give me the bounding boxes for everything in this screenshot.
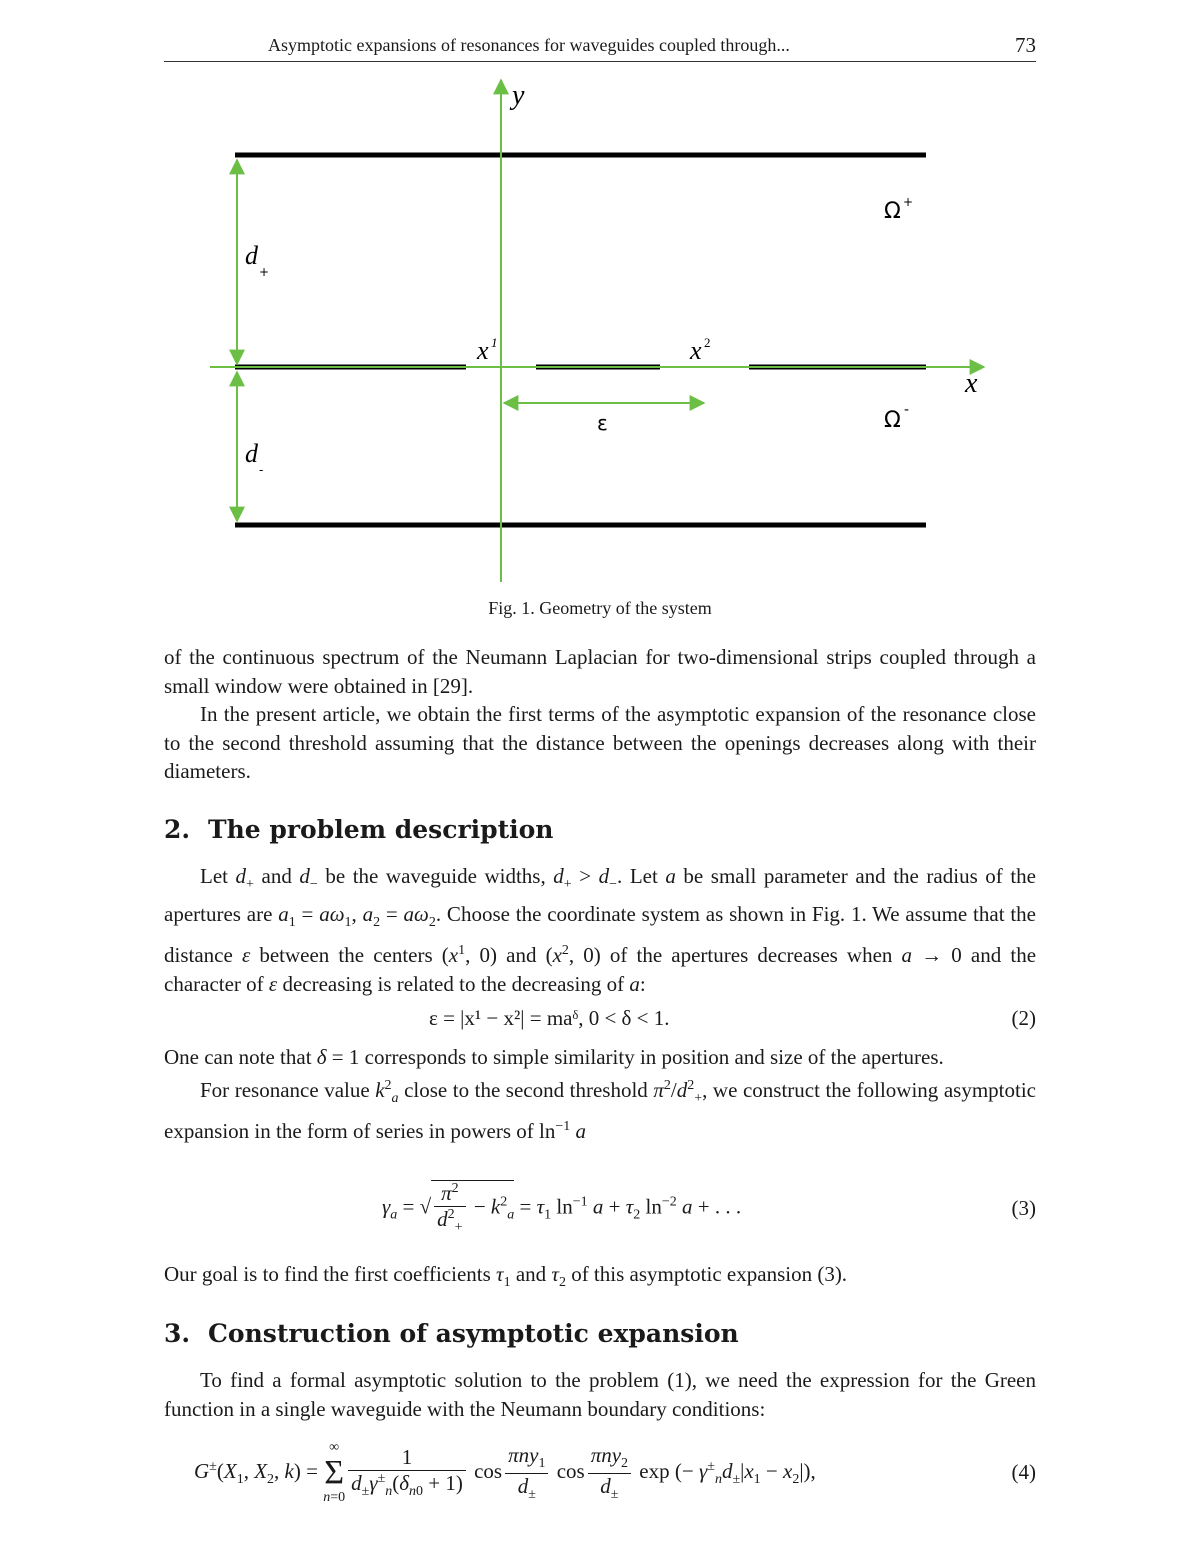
section-2-heading: 2. The problem description: [164, 815, 554, 844]
x1-label: x: [477, 336, 489, 365]
running-header: [164, 33, 1036, 62]
x1-sup: 1: [491, 335, 498, 350]
similarity-paragraph: One can note that δ = 1 corresponds to simple similarity in position and size of the apertures. For resonance value $k^2_a$ close to the second threshold $\pi^2/d^2_+$, we construct the following asymptotic expansion in the form of series in powers of $\ln^{-1} a$: [164, 1045, 1036, 1144]
green-function-paragraph: To find a formal asymptotic solution to the problem (1), we need the expression for the Green function in a single waveguide with the Neumann boundary conditions:: [164, 1368, 1036, 1421]
d-plus-label: d: [245, 241, 258, 270]
omega-minus-sup: -: [904, 402, 910, 418]
section-2-title: The problem description: [208, 815, 554, 844]
section-3-heading: 3. Construction of asymptotic expansion: [164, 1319, 739, 1348]
geometry-figure: [0, 70, 1200, 595]
epsilon-label: ε: [597, 411, 608, 435]
d-minus-sub: -: [259, 463, 264, 477]
omega-minus-label: Ω: [884, 408, 901, 433]
problem-paragraph: Let $d_+$ and $d_-$ be the waveguide widths, $d_+ > d_-$. Let a be small parameter and the radius of the apertures are $a_1 = a\omega_1$, $a_2 = a\omega_2$. Choose the coordinate system as shown in Fig. 1. We assume that the distance ε between the centers ($x^1$, 0) and ($x^2$, 0) of the apertures decreases when a → 0 and the character of ε decreasing is related to the decreasing of a:: [164, 864, 1037, 996]
omega-plus-label: Ω: [884, 199, 901, 224]
omega-plus-sup: +: [903, 195, 914, 209]
d-plus-sub: +: [259, 265, 270, 279]
figure-caption: Fig. 1. Geometry of the system: [488, 598, 712, 618]
paragraph-present-article: In the present article, we obtain the first terms of the asymptotic expansion of the resonance close to the second threshold assuming that the distance between the openings decreases along with their diameters.: [164, 702, 1036, 783]
paragraph-continuation: of the continuous spectrum of the Neumann Laplacian for two-dimensional strips coupled through a small window were obtained in [29].: [164, 645, 1036, 698]
goal-paragraph: Our goal is to find the first coefficients $\tau_1$ and $\tau_2$ of this asymptotic expansion (3).: [164, 1262, 848, 1291]
x-axis-label: x: [965, 368, 978, 399]
y-axis-label: y: [512, 80, 525, 111]
intro-paragraphs: [164, 643, 1036, 786]
x2-label: x: [690, 336, 702, 365]
d-minus-label: d: [245, 439, 258, 468]
section-3-title: Construction of asymptotic expansion: [208, 1319, 739, 1348]
x2-sup: 2: [704, 335, 711, 350]
running-title: Asymptotic expansions of resonances for waveguides coupled through...: [268, 35, 790, 55]
page-number: 73: [1015, 33, 1036, 57]
